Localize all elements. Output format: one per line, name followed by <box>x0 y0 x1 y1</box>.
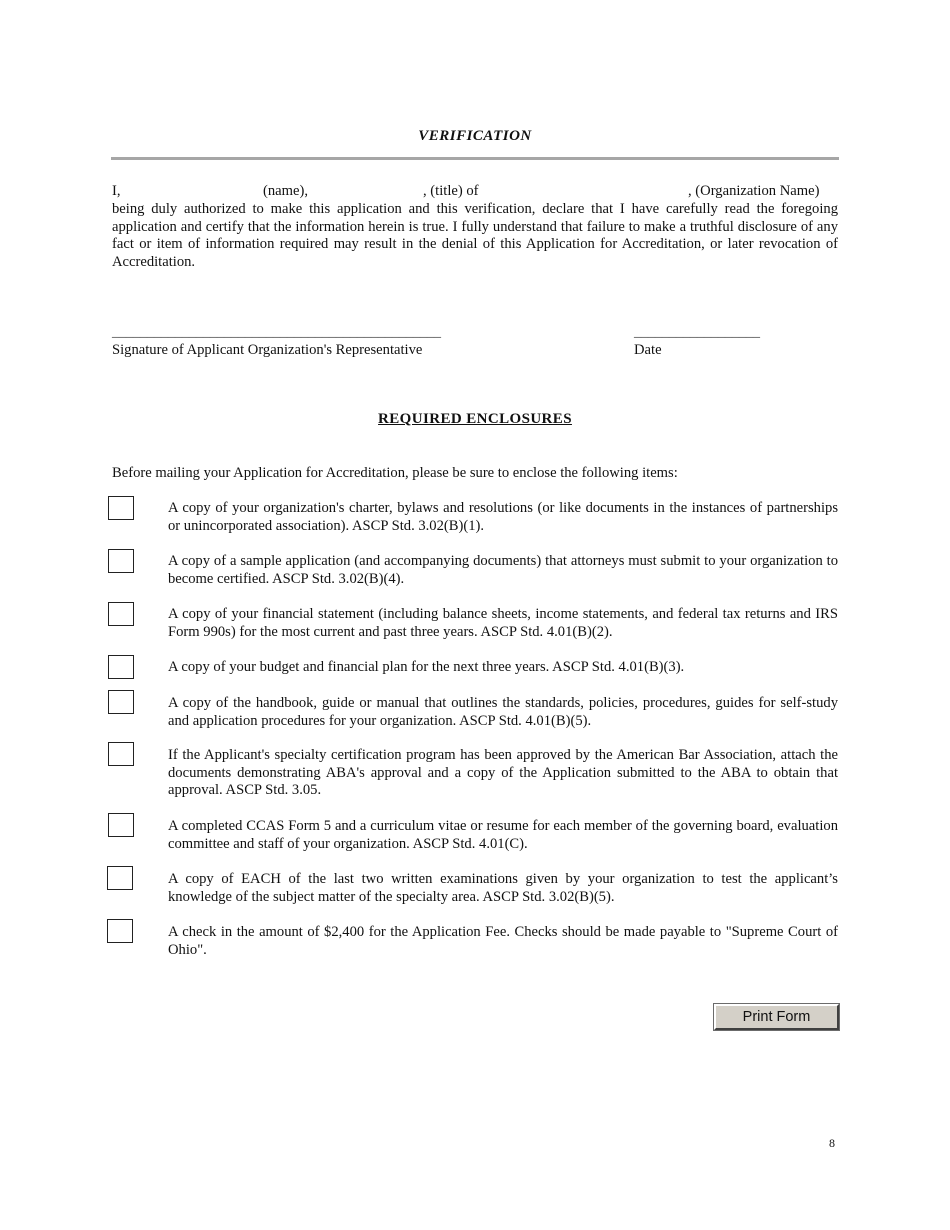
enclosure-item-4: A copy of your budget and financial plan for the next three years. ASCP Std. 4.01(B)(3). <box>168 659 685 675</box>
enclosure-item-2: A copy of a sample application (and accompanying documents) that attorneys must submit to your organization to become certified. ASCP Std. 3.02(B)(4). <box>168 553 838 587</box>
organization-name-field[interactable] <box>490 184 685 200</box>
signature-label: Signature of Applicant Organization's Representative <box>112 342 423 358</box>
verification-heading: VERIFICATION <box>418 128 532 144</box>
name-field[interactable] <box>124 184 260 200</box>
enclosure-item-3: A copy of your financial statement (including balance sheets, income statements, and federal tax returns and IRS Form 990s) for the most current and past three years. ASCP Std. 4.01(B)(2). <box>168 606 838 640</box>
title-label: , (title) of <box>423 183 479 199</box>
date-line: __________________ <box>634 325 760 340</box>
organization-name-label: , (Organization Name) <box>688 183 820 199</box>
enclosure-checkbox-7[interactable] <box>108 813 134 837</box>
enclosure-item-5: A copy of the handbook, guide or manual that outlines the standards, policies, procedures, guides for self-study and application procedures for your organization. ASCP Std. 4.01(B)(5). <box>168 695 838 729</box>
enclosures-heading: REQUIRED ENCLOSURES <box>378 411 572 427</box>
name-label: (name), <box>263 183 308 199</box>
enclosure-checkbox-8[interactable] <box>107 866 133 890</box>
signature-line: _______________________________________________ <box>112 325 441 340</box>
enclosure-item-7: A completed CCAS Form 5 and a curriculum vitae or resume for each member of the governing board, evaluation committee and staff of your organization. ASCP Std. 4.01(C). <box>168 818 838 852</box>
enclosure-checkbox-6[interactable] <box>108 742 134 766</box>
enclosure-checkbox-4[interactable] <box>108 655 134 679</box>
page-number: 8 <box>829 1136 835 1150</box>
enclosure-item-8: A copy of EACH of the last two written examinations given by your organization to test the applicant’s knowledge of the subject matter of the specialty area. ASCP Std. 3.02(B)(5). <box>168 871 838 905</box>
enclosure-checkbox-2[interactable] <box>108 549 134 573</box>
enclosure-checkbox-3[interactable] <box>108 602 134 626</box>
enclosure-checkbox-5[interactable] <box>108 690 134 714</box>
enclosure-item-1: A copy of your organization's charter, bylaws and resolutions (or like documents in the instances of partnerships or unincorporated association). ASCP Std. 3.02(B)(1). <box>168 500 838 534</box>
title-field[interactable] <box>318 184 422 200</box>
enclosure-checkbox-1[interactable] <box>108 496 134 520</box>
heading-divider <box>111 157 839 160</box>
enclosure-item-6: If the Applicant's specialty certification program has been approved by the American Bar Association, attach the documents demonstrating ABA's approval and a copy of the Application submitted to the ABA to obtain that approval. ASCP Std. 3.05. <box>168 747 838 799</box>
verification-body: being duly authorized to make this application and this verification, declare that I have carefully read the foregoing application and certify that the information herein is true. I fully understand that failure to make a truthful disclosure of any fact or item of information required may result in the denial of this Application for Accreditation, or later revocation of Accreditation. <box>112 201 838 270</box>
print-form-button[interactable]: Print Form <box>714 1004 839 1030</box>
enclosures-intro: Before mailing your Application for Accreditation, please be sure to enclose the following items: <box>112 465 678 481</box>
date-label: Date <box>634 342 662 358</box>
enclosure-item-9: A check in the amount of $2,400 for the Application Fee. Checks should be made payable to "Supreme Court of Ohio". <box>168 924 838 958</box>
verification-i-label: I, <box>112 183 121 199</box>
enclosure-checkbox-9[interactable] <box>107 919 133 943</box>
